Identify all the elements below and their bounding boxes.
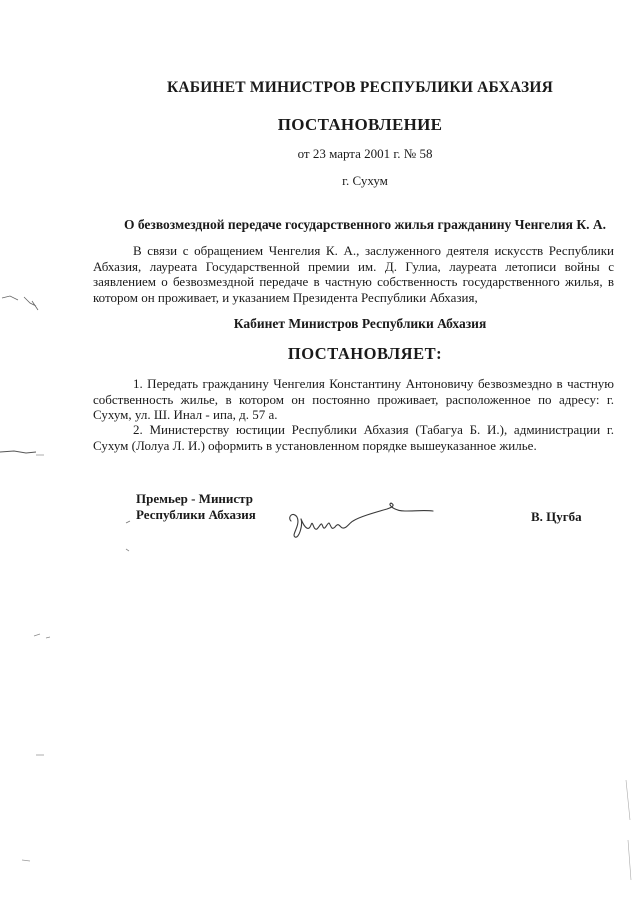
- place-of-issue: г. Сухум: [342, 173, 388, 188]
- document-type-heading: ПОСТАНОВЛЕНИЕ: [277, 115, 443, 134]
- date-and-number: от 23 марта 2001 г. № 58: [297, 146, 433, 161]
- issuer-heading: КАБИНЕТ МИНИСТРОВ РЕСПУБЛИКИ АБХАЗИЯ: [166, 79, 554, 96]
- document-subject: О безвозмездной передаче государственного жилья гражданину Ченгелия К. А.: [123, 217, 606, 232]
- resolves-heading: ПОСТАНОВЛЯЕТ:: [287, 344, 443, 363]
- resolution-item-2: 2. Министерству юстиции Республики Абхазия (Табагуа Б. И.), администрации г. Сухум (Лолуа Л. И.) оформить в установленном порядке вышеуказанное жилье.: [93, 422, 614, 453]
- preamble-paragraph: В связи с обращением Ченгелия К. А., заслуженного деятеля искусств Республики Абхазия, лауреата Государственной премии им. Д. Гулиа, лауреата летописи войны с заявлением о безвозмездной передаче в частную собственность государственного жилья, в котором он проживает, и указанием Президента Республики Абхазия,: [93, 243, 614, 305]
- resolving-body: Кабинет Министров Республики Абхазия: [233, 316, 487, 331]
- signatory-title-line-1: Премьер - Министр: [136, 491, 253, 506]
- signatory-title-line-2: Республики Абхазия: [136, 507, 256, 522]
- resolution-item-1: 1. Передать гражданину Ченгелия Константину Антоновичу безвозмездно в частную собственность жилье, в котором он постоянно проживает, расположенное по адресу: г. Сухум, ул. Ш. Инал - ипа, д. 57 а.: [93, 376, 614, 423]
- signatory-name: В. Цугба: [531, 509, 582, 524]
